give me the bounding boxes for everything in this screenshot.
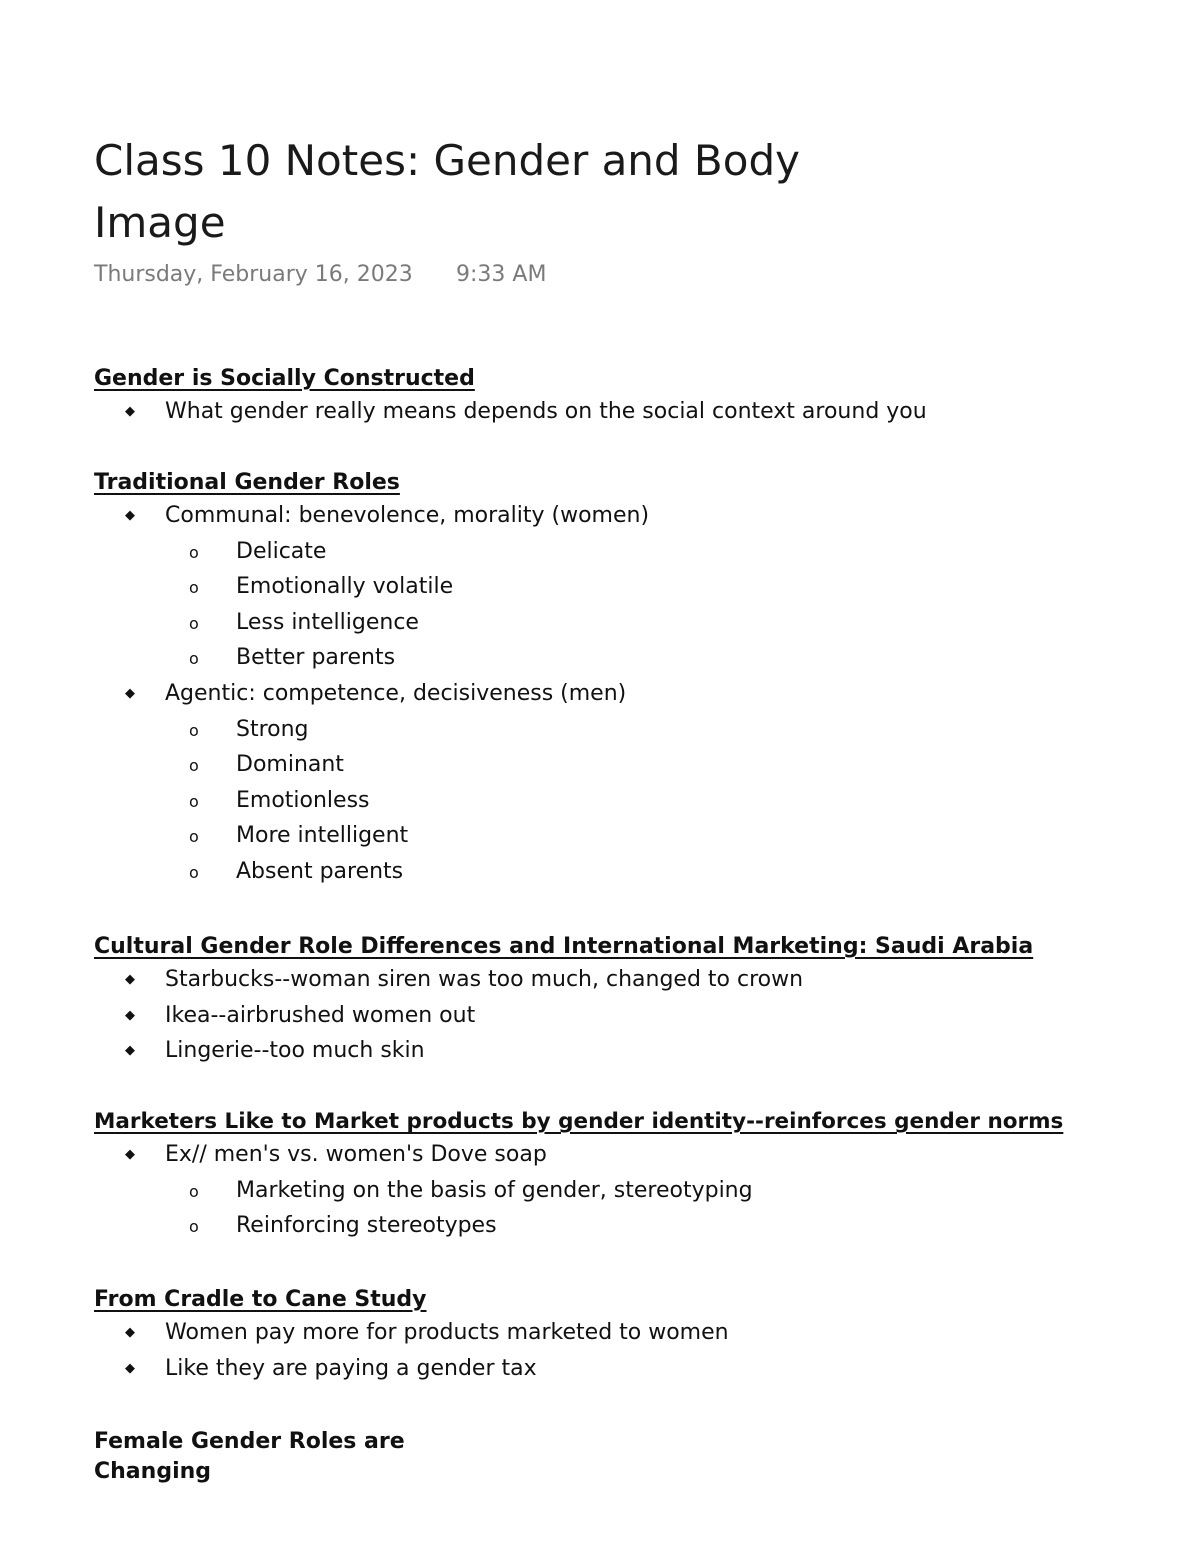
section-gender-socially-constructed <box>94 364 927 430</box>
sub-list-item <box>165 783 649 819</box>
diamond-bullet-icon: ◆ <box>125 1147 135 1162</box>
section-heading: Traditional Gender Roles <box>94 470 400 495</box>
diamond-bullet-icon: ◆ <box>125 508 135 523</box>
sub-list-item-text: Emotionless <box>236 787 370 813</box>
circle-bullet-icon: o <box>189 862 199 882</box>
list-item-text: Ikea--airbrushed women out <box>165 1002 476 1028</box>
list-item <box>94 1033 1033 1069</box>
circle-bullet-icon: o <box>189 649 199 669</box>
sub-list-item-text: Emotionally volatile <box>236 574 454 600</box>
sub-list-item-text: Delicate <box>236 538 327 564</box>
list-item <box>94 676 649 712</box>
sub-list-item-text: Dominant <box>236 752 344 778</box>
list-item-text: Agentic: competence, decisiveness (men) <box>165 680 627 706</box>
sub-list-item <box>165 712 649 748</box>
sub-list-item-text: Reinforcing stereotypes <box>236 1213 497 1239</box>
sub-list-item <box>165 605 649 641</box>
sub-bullet-list <box>165 712 649 890</box>
diamond-bullet-icon: ◆ <box>125 972 135 987</box>
sub-list-item <box>165 640 649 676</box>
list-item <box>94 1351 729 1387</box>
section-heading: Marketers Like to Market products by gender identity--reinforces gender norms <box>94 1109 1064 1134</box>
list-item <box>94 998 1033 1034</box>
sub-list-item <box>165 534 649 570</box>
diamond-bullet-icon: ◆ <box>125 1043 135 1059</box>
sub-bullet-list <box>165 1173 1063 1244</box>
sub-list-item <box>165 854 649 890</box>
sub-list-item <box>165 747 649 783</box>
list-item <box>94 962 1033 998</box>
list-item-text: Communal: benevolence, morality (women) <box>165 503 650 528</box>
diamond-bullet-icon: ◆ <box>125 404 135 419</box>
list-item-text: Like they are paying a gender tax <box>165 1355 537 1381</box>
sublist-container <box>94 534 649 676</box>
list-item-text: Lingerie--too much skin <box>165 1038 425 1064</box>
sublist-container <box>94 712 649 890</box>
circle-bullet-icon: o <box>189 756 199 776</box>
circle-bullet-icon: o <box>189 542 199 562</box>
section-cradle-to-cane-study <box>94 1285 729 1386</box>
circle-bullet-icon: o <box>189 720 199 740</box>
section-cultural-gender-role-differences <box>94 932 1033 1069</box>
circle-bullet-icon: o <box>189 578 199 598</box>
sub-bullet-list <box>165 534 649 676</box>
bullet-list <box>94 498 649 890</box>
diamond-bullet-icon: ◆ <box>125 685 135 701</box>
circle-bullet-icon: o <box>189 791 199 811</box>
circle-bullet-icon: o <box>189 613 199 633</box>
list-item-text: Ex// men's vs. women's Dove soap <box>165 1142 547 1167</box>
bullet-list <box>94 1137 1063 1244</box>
page-title: Class 10 Notes: Gender and Body Image <box>94 136 800 247</box>
list-item-text: What gender really means depends on the social context around you <box>165 399 927 424</box>
circle-bullet-icon: o <box>189 1181 199 1201</box>
bullet-list <box>94 962 1033 1069</box>
list-item <box>94 394 927 430</box>
sub-list-item-text: Marketing on the basis of gender, stereotyping <box>236 1177 753 1203</box>
section-heading: From Cradle to Cane Study <box>94 1287 427 1312</box>
sub-list-item-text: Less intelligence <box>236 609 419 635</box>
section-heading: Cultural Gender Role Differences and International Marketing: Saudi Arabia <box>94 934 1034 959</box>
sub-list-item <box>165 1208 1063 1244</box>
note-date: Thursday, February 16, 2023 <box>94 262 413 287</box>
sub-list-item-text: Better parents <box>236 645 396 671</box>
diamond-bullet-icon: ◆ <box>125 1360 135 1376</box>
list-item <box>94 498 649 534</box>
circle-bullet-icon: o <box>189 827 199 847</box>
list-item-text: Women pay more for products marketed to women <box>165 1320 729 1345</box>
section-heading: Gender is Socially Constructed <box>94 366 475 391</box>
section-traditional-gender-roles <box>94 468 649 890</box>
sub-list-item <box>165 818 649 854</box>
circle-bullet-icon: o <box>189 1217 199 1237</box>
sub-list-item <box>165 569 649 605</box>
list-item <box>94 1315 729 1351</box>
list-item <box>94 1137 1063 1173</box>
note-timestamp <box>94 262 547 287</box>
bullet-list <box>94 394 927 430</box>
sub-list-item <box>165 1173 1063 1209</box>
diamond-bullet-icon: ◆ <box>125 1007 135 1023</box>
sublist-container <box>94 1173 1063 1244</box>
sub-list-item-text: Strong <box>236 716 309 742</box>
bullet-list <box>94 1315 729 1386</box>
list-item-text: Starbucks--woman siren was too much, changed to crown <box>165 967 804 992</box>
sub-list-item-text: Absent parents <box>236 858 404 884</box>
cutoff-heading-text: Female Gender Roles are Changing <box>94 1429 405 1484</box>
diamond-bullet-icon: ◆ <box>125 1325 135 1340</box>
section-marketers-gender-identity <box>94 1107 1063 1244</box>
sub-list-item-text: More intelligent <box>236 823 409 849</box>
cutoff-section-heading <box>94 1427 494 1484</box>
note-time: 9:33 AM <box>456 262 547 287</box>
